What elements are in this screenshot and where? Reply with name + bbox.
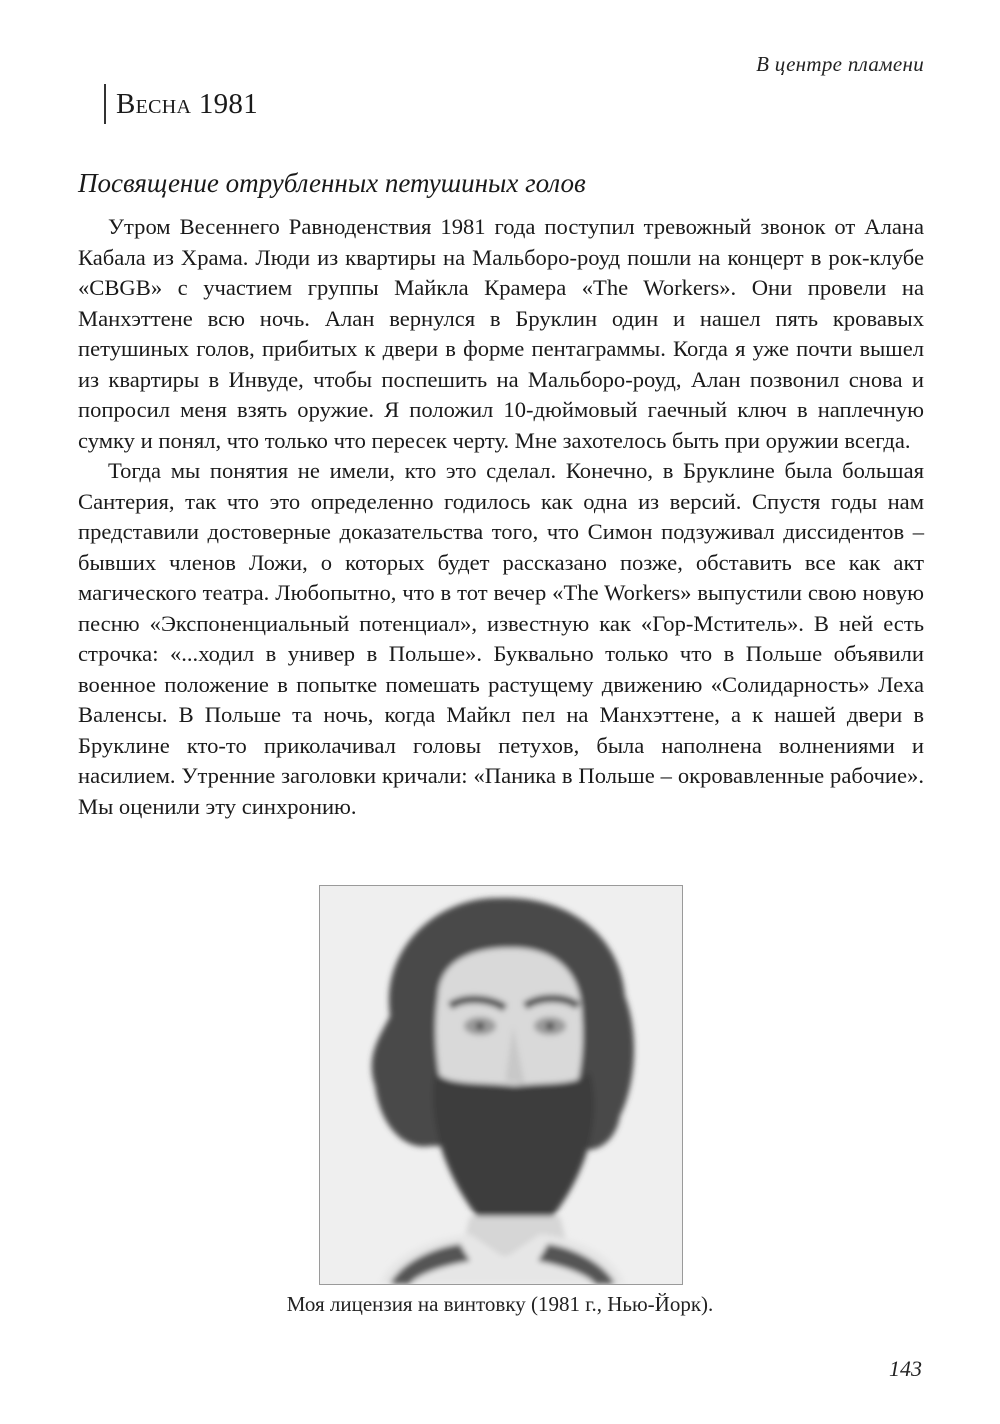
running-head: В центре пламени — [756, 52, 924, 76]
body-text — [78, 212, 924, 822]
portrait-photo — [319, 885, 683, 1285]
paragraph: Утром Весеннего Равноденствия 1981 года поступил тревожный звонок от Алана Кабала из Храма. Люди из квартиры на Мальборо-роуд пошли на концерт в рок-клубе «CBGB» с участием группы Майкла Крамера «The Workers». Они провели на Манхэттене всю ночь. Алан вернулся в Бруклин один и нашел пять кровавых петушиных голов, прибитых к двери в форме пентаграммы. Когда я уже почти вышел из квартиры в Инвуде, чтобы поспешить на Мальборо-роуд, Алан позвонил снова и попросил меня взять оружие. Я положил 10-дюймовый гаечный ключ в наплечную сумку и понял, что только что пересек черту. Мне захотелось быть при оружии всегда. — [78, 214, 924, 453]
portrait-image-icon — [320, 886, 682, 1284]
chapter-subheading: Посвящение отрубленных петушиных голов — [78, 168, 586, 198]
section-title: Весна 1981 — [116, 87, 259, 120]
paragraph: Тогда мы понятия не имели, кто это сделал. Конечно, в Бруклине была большая Сантерия, так что это определенно годилось как одна из версий. Спустя годы нам представили достоверные доказательства того, что Симон подзуживал диссидентов – бывших членов Ложи, о которых будет рассказано позже, обставить все как акт магического театра. Любопытно, что в тот вечер «The Workers» выпустили свою новую песню «Экспоненциальный потенциал», известную как «Гор-Мститель». В ней есть строчка: «...ходил в универ в Польше». Буквально только что в Польше объявили военное положение в попытке помешать растущему движению «Солидарность» Леха Валенсы. В Польше та ночь, когда Майкл пел на Манхэттене, а к нашей двери в Бруклине кто-то приколачивал головы петухов, была наполнена волнениями и насилием. Утренние заголовки кричали: «Паника в Польше – окровавленные рабочие». Мы оценили эту синхронию. — [78, 458, 924, 819]
section-heading — [104, 84, 258, 124]
section-rule — [104, 84, 106, 124]
page-number: 143 — [889, 1356, 922, 1381]
figure-caption: Моя лицензия на винтовку (1981 г., Нью-Йорк). — [286, 1292, 714, 1316]
